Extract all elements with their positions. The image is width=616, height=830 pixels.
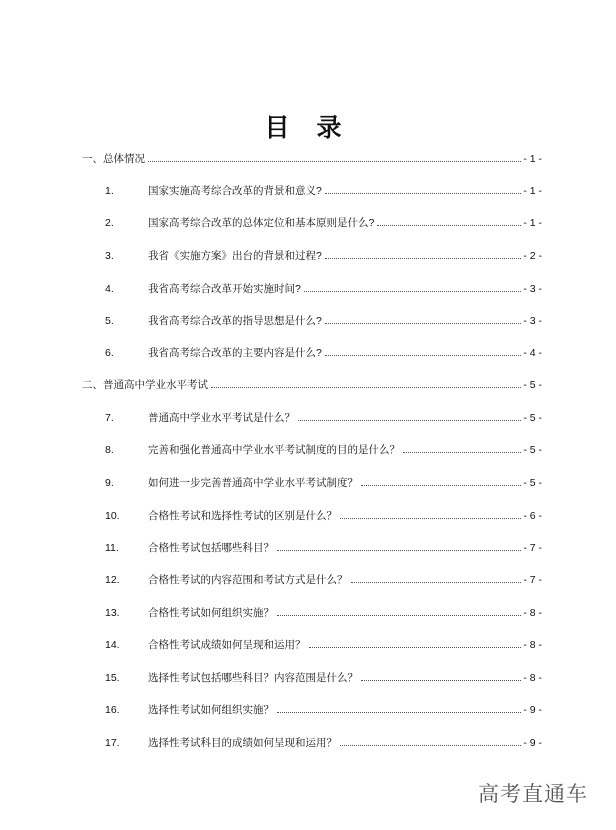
- toc-entry[interactable]: [82, 312, 542, 328]
- entry-page-number: - 7 -: [523, 574, 542, 586]
- entry-title: 合格性考试和选择性考试的区别是什么？: [148, 510, 337, 522]
- entry-title: 我省《实施方案》出台的背景和过程?: [148, 250, 322, 262]
- entry-page-number: - 9 -: [523, 737, 542, 749]
- entry-number: 4.: [105, 283, 114, 295]
- dot-leader: [377, 225, 521, 226]
- toc-entry[interactable]: [82, 571, 542, 587]
- entry-number: 6.: [105, 347, 114, 359]
- entry-number: 13.: [105, 607, 120, 619]
- entry-title: 选择性考试科目的成绩如何呈现和运用？: [148, 737, 337, 749]
- toc-entry[interactable]: [82, 636, 542, 652]
- entry-number: 8.: [105, 444, 114, 456]
- dot-leader: [148, 161, 521, 162]
- toc-entry[interactable]: [82, 409, 542, 425]
- dot-leader: [309, 647, 522, 648]
- entry-page-number: - 4 -: [523, 347, 542, 359]
- dot-leader: [361, 680, 521, 681]
- entry-title: 我省高考综合改革的主要内容是什么?: [148, 347, 322, 359]
- dot-leader: [277, 550, 521, 551]
- entry-title: 合格性考试包括哪些科目？: [148, 542, 274, 554]
- entry-page-number: - 2 -: [523, 250, 542, 262]
- toc-entry[interactable]: [82, 474, 542, 490]
- entry-page-number: - 8 -: [523, 607, 542, 619]
- entry-number: 16.: [105, 704, 120, 716]
- entry-page-number: - 1 -: [523, 185, 542, 197]
- entry-number: 17.: [105, 737, 120, 749]
- toc-entry[interactable]: [82, 604, 542, 620]
- toc-entry[interactable]: [82, 182, 542, 198]
- entry-page-number: - 6 -: [523, 510, 542, 522]
- toc-title: 目 录: [264, 114, 352, 142]
- entry-title: 二、普通高中学业水平考试: [82, 379, 208, 391]
- entry-number: 15.: [105, 672, 120, 684]
- watermark: 高考直通车: [478, 783, 588, 806]
- entry-title: 一、总体情况: [82, 153, 145, 165]
- entry-page-number: - 5 -: [523, 379, 542, 391]
- toc-entry[interactable]: [82, 734, 542, 750]
- entry-title: 如何进一步完善普通高中学业水平考试制度？: [148, 477, 358, 489]
- entry-number: 10.: [105, 510, 120, 522]
- entry-title: 完善和强化普通高中学业水平考试制度的目的是什么？: [148, 444, 400, 456]
- entry-page-number: - 5 -: [523, 444, 542, 456]
- dot-leader: [403, 452, 521, 453]
- dot-leader: [325, 323, 521, 324]
- toc-entry[interactable]: [82, 669, 542, 685]
- toc-entry[interactable]: [82, 507, 542, 523]
- dot-leader: [298, 420, 521, 421]
- entry-title: 合格性考试如何组织实施？: [148, 607, 274, 619]
- entry-page-number: - 7 -: [523, 542, 542, 554]
- entry-page-number: - 1 -: [523, 217, 542, 229]
- entry-title: 我省高考综合改革的指导思想是什么?: [148, 315, 322, 327]
- dot-leader: [211, 387, 521, 388]
- dot-leader: [340, 518, 521, 519]
- entry-number: 14.: [105, 639, 120, 651]
- entry-title: 我省高考综合改革开始实施时间?: [148, 283, 301, 295]
- dot-leader: [340, 745, 521, 746]
- toc-entry[interactable]: [82, 441, 542, 457]
- entry-number: 9.: [105, 477, 114, 489]
- entry-page-number: - 5 -: [523, 412, 542, 424]
- entry-page-number: - 5 -: [523, 477, 542, 489]
- dot-leader: [325, 193, 521, 194]
- entry-number: 5.: [105, 315, 114, 327]
- toc-entry[interactable]: [82, 280, 542, 296]
- entry-number: 12.: [105, 574, 120, 586]
- entry-page-number: - 1 -: [523, 153, 542, 165]
- entry-title: 普通高中学业水平考试是什么？: [148, 412, 295, 424]
- entry-number: 2.: [105, 217, 114, 229]
- toc-entry[interactable]: [82, 701, 542, 717]
- toc-entry[interactable]: [82, 214, 542, 230]
- entry-number: 11.: [105, 542, 119, 554]
- entry-title: 合格性考试的内容范围和考试方式是什么？: [148, 574, 348, 586]
- dot-leader: [325, 355, 521, 356]
- toc-entry[interactable]: [82, 539, 542, 555]
- entry-page-number: - 3 -: [523, 283, 542, 295]
- toc-section[interactable]: [82, 376, 542, 392]
- entry-title: 选择性考试如何组织实施？: [148, 704, 274, 716]
- toc-section[interactable]: [82, 150, 542, 166]
- entry-page-number: - 3 -: [523, 315, 542, 327]
- entry-page-number: - 8 -: [523, 672, 542, 684]
- toc-entry[interactable]: [82, 247, 542, 263]
- dot-leader: [277, 712, 521, 713]
- entry-number: 3.: [105, 250, 114, 262]
- entry-page-number: - 9 -: [523, 704, 542, 716]
- dot-leader: [351, 582, 522, 583]
- dot-leader: [277, 615, 521, 616]
- entry-page-number: - 8 -: [523, 639, 542, 651]
- entry-title: 国家高考综合改革的总体定位和基本原则是什么?: [148, 217, 375, 229]
- entry-title: 国家实施高考综合改革的背景和意义?: [148, 185, 322, 197]
- entry-number: 1.: [105, 185, 114, 197]
- toc-entry[interactable]: [82, 344, 542, 360]
- dot-leader: [361, 485, 521, 486]
- dot-leader: [325, 258, 521, 259]
- dot-leader: [304, 291, 521, 292]
- entry-title: 合格性考试成绩如何呈现和运用？: [148, 639, 306, 651]
- entry-number: 7.: [105, 412, 114, 424]
- entry-title: 选择性考试包括哪些科目？内容范围是什么？: [148, 672, 358, 684]
